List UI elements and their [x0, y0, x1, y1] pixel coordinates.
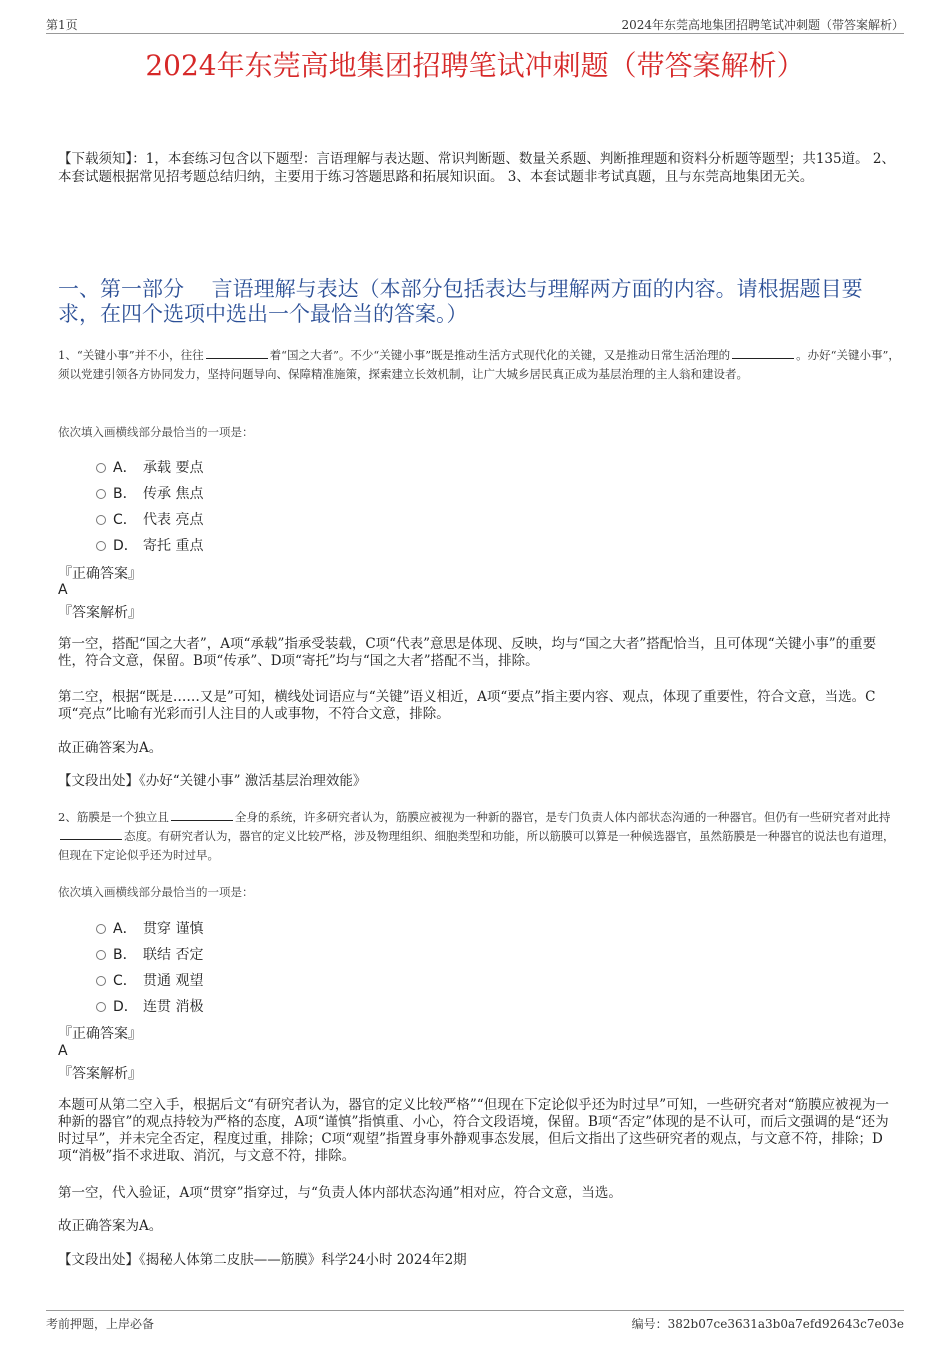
radio-icon[interactable] [96, 515, 106, 525]
question-1-option-a[interactable]: A． 承载 要点 [96, 457, 203, 477]
question-2-prompt: 依次填入画横线部分最恰当的一项是： [58, 885, 254, 899]
question-1-option-d[interactable]: D． 寄托 重点 [96, 535, 203, 555]
question-2-option-c[interactable]: C． 贯通 观望 [96, 970, 203, 990]
footer-doc-id: 编号：382b07ce3631a3b0a7efd92643c7e03e [631, 1317, 904, 1331]
radio-icon[interactable] [96, 463, 106, 473]
question-1-prompt: 依次填入画横线部分最恰当的一项是： [58, 425, 254, 439]
radio-icon[interactable] [96, 541, 106, 551]
download-notice: 【下载须知】：1，本套练习包含以下题型：言语理解与表达题、常识判断题、数量关系题、判断推理题和资料分析题等题型；共135道。 2、本套试题根据常见招考题总结归纳，主要用于练习答题思路和拓展知识面。 3、本套试题非考试真题，且与东莞高地集团无关。 [58, 151, 895, 185]
question-1-option-b[interactable]: B． 传承 焦点 [96, 483, 203, 503]
radio-icon[interactable] [96, 1002, 106, 1012]
question-2-answer-label: 『正确答案』 [58, 1026, 142, 1042]
question-1-analysis-2: 第二空，根据“既是……又是”可知，横线处词语应与“关键”语义相近，A项“要点”指主要内容、观点，体现了重要性，符合文意，当选。C项“亮点”比喻有光彩而引人注目的人或事物，不符合文意，排除。 [58, 689, 876, 722]
question-1-analysis-3: 故正确答案为A。 [58, 740, 163, 756]
question-2-option-a[interactable]: A． 贯穿 谨慎 [96, 918, 203, 938]
blank-line [732, 347, 794, 359]
question-2-analysis-3: 故正确答案为A。 [58, 1218, 163, 1234]
page-header [46, 14, 904, 34]
footer-slogan: 考前押题，上岸必备 [46, 1317, 155, 1331]
question-2-stem: 2、筋膜是一个独立且 全身的系统，许多研究者认为，筋膜应被视为一种新的器官，是专门负责人体内部状态沟通的一种器官。但仍有一些研究者对此持态度。有研究者认为，器官的定义比较严格，涉及物理组织、细胞类型和功能，所以筋膜可以算是一种候选器官，虽然筋膜是一种器官的说法也有道理，但现在下定论似乎还为时过早。 [58, 810, 895, 862]
question-2-option-b[interactable]: B． 联结 否定 [96, 944, 203, 964]
radio-icon[interactable] [96, 950, 106, 960]
question-2-source: 【文段出处】《揭秘人体第二皮肤——筋膜》科学24小时 2024年2期 [58, 1252, 467, 1268]
question-2-analysis-1: 本题可从第二空入手，根据后文“有研究者认为，器官的定义比较严格”“但现在下定论似乎还为时过早”可知，一些研究者对“筋膜应被视为一种新的器官”的观点持较为严格的态度，A项“谨慎”指慎重、小心，符合文段语境，保留。B项“否定”体现的是不认可，而后文强调的是“还为时过早”，并未完全否定，程度过重，排除；C项“观望”指置身事外静观事态发展，但后文指出了这些研究者的观点，与文意不符，排除；D项“消极”指不求进取、消沉，与文意不符，排除。 [58, 1097, 890, 1164]
document-title: 2024年东莞高地集团招聘笔试冲刺题（带答案解析） [145, 49, 805, 82]
page-footer [46, 1310, 904, 1330]
question-1-analysis-label: 『答案解析』 [58, 605, 142, 621]
page-number: 第1页 [46, 18, 78, 32]
radio-icon[interactable] [96, 924, 106, 934]
question-1-analysis-1: 第一空，搭配“国之大者”，A项“承载”指承受装载，C项“代表”意思是体现、反映，均与“国之大者”搭配恰当，且可体现“关键小事”的重要性，符合文意，保留。B项“传承”、D项“寄托”均与“国之大者”搭配不当，排除。 [58, 636, 877, 669]
question-2-option-d[interactable]: D． 连贯 消极 [96, 996, 203, 1016]
question-1-answer: A [58, 582, 68, 598]
section-title: 一、第一部分 言语理解与表达（本部分包括表达与理解两方面的内容。请根据题目要求，在四个选项中选出一个最恰当的答案。） [58, 277, 863, 326]
question-1-option-c[interactable]: C． 代表 亮点 [96, 509, 203, 529]
blank-line [171, 809, 233, 821]
blank-line [60, 828, 122, 840]
question-1-source: 【文段出处】《办好“关键小事” 激活基层治理效能》 [58, 773, 367, 789]
radio-icon[interactable] [96, 976, 106, 986]
blank-line [206, 347, 268, 359]
header-doc-title: 2024年东莞高地集团招聘笔试冲刺题（带答案解析） [621, 18, 904, 32]
question-2-answer: A [58, 1043, 68, 1059]
question-1-stem: 1、“关键小事”并不小，往往 着“国之大者”。不少“关键小事”既是推动生活方式现代化的关键，又是推动日常生活治理的 。办好“关键小事”，须以党建引领各方协同发力，坚持问题导向、保障精准施策，探索建立长效机制，让广大城乡居民真正成为基层治理的主人翁和建设者。 [58, 348, 900, 381]
radio-icon[interactable] [96, 489, 106, 499]
question-2-analysis-label: 『答案解析』 [58, 1066, 142, 1082]
question-1-answer-label: 『正确答案』 [58, 566, 142, 582]
question-2-analysis-2: 第一空，代入验证，A项“贯穿”指穿过，与“负责人体内部状态沟通”相对应，符合文意，当选。 [58, 1185, 622, 1201]
